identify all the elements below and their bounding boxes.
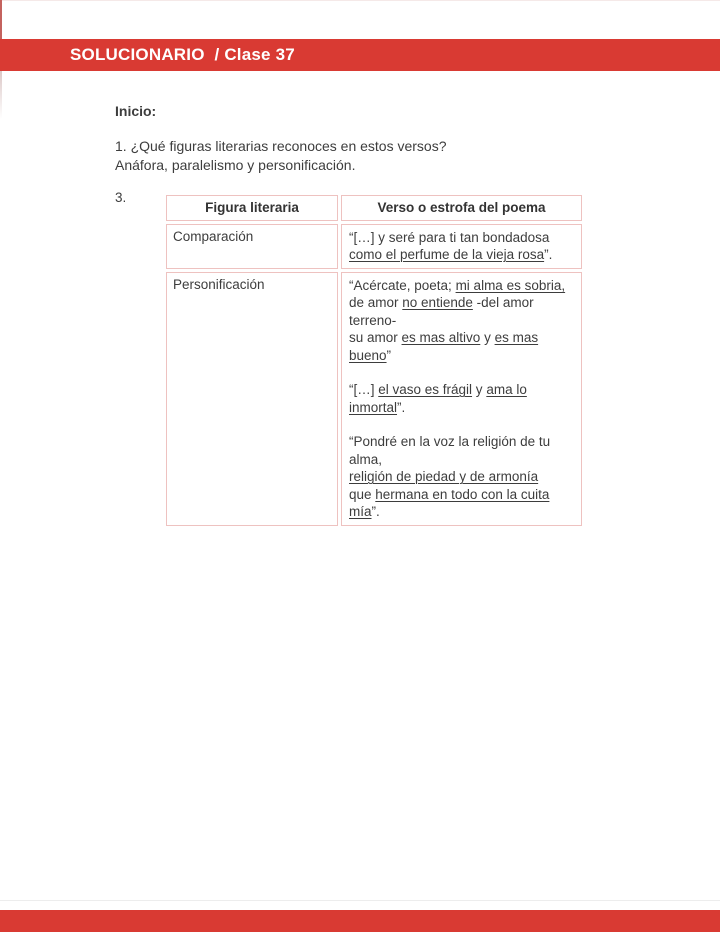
verse-paragraph: “[…] y seré para ti tan bondadosa como el perfume de la vieja rosa”. (349, 229, 553, 262)
page-top-edge (0, 0, 720, 1)
page-bottom-edge (0, 900, 720, 901)
left-page-edge-line-faint (0, 71, 2, 119)
figure-cell: Personificación (166, 272, 338, 526)
figures-table-head (166, 195, 582, 221)
figure-cell: Comparación (166, 224, 338, 269)
inicio-label: Inicio: (115, 103, 157, 119)
verse-paragraph: “Pondré en la voz la religión de tu alma, religión de piedad y de armonía que hermana en todo con la cuita mía”. (349, 434, 551, 519)
bottom-bar (0, 910, 720, 932)
table-row (166, 224, 582, 269)
verse-cell (341, 224, 582, 269)
question-text: 1. ¿Qué figuras literarias reconoces en estos versos? (115, 138, 447, 154)
column-header-figure: Figura literaria (166, 195, 338, 221)
header-bar (0, 39, 720, 71)
figures-table-body (166, 224, 582, 526)
figures-table (163, 192, 585, 529)
answer-text: Anáfora, paralelismo y personificación. (115, 157, 356, 173)
verse-paragraph: “Acércate, poeta; mi alma es sobria, de amor no entiende -del amor terreno- su amor es mas altivo y es mas bueno” (349, 277, 566, 363)
table-row (166, 272, 582, 526)
verse-paragraph: “[…] el vaso es frágil y ama lo inmortal”. (349, 382, 527, 415)
left-page-edge-line (0, 0, 2, 39)
header-row (166, 195, 582, 221)
item-number: 3. (115, 190, 127, 205)
page-title: SOLUCIONARIO / Clase 37 (70, 45, 295, 64)
verse-cell (341, 272, 582, 526)
question-answer-block (115, 137, 447, 175)
column-header-verse: Verso o estrofa del poema (341, 195, 582, 221)
